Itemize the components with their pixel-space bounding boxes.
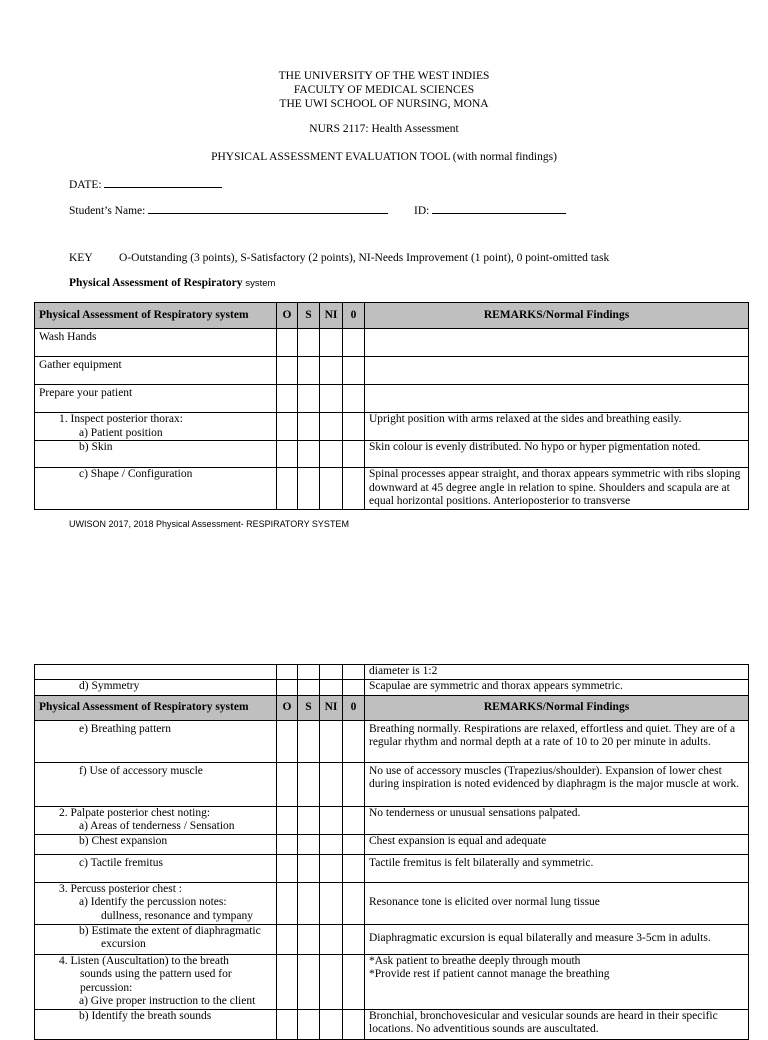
- task-cell: [35, 762, 277, 806]
- table-row: [35, 806, 749, 834]
- header-remarks: REMARKS/Normal Findings: [365, 303, 749, 329]
- task-line: percussion:: [80, 981, 133, 994]
- score-s[interactable]: [298, 924, 320, 954]
- header-o: O: [277, 695, 298, 720]
- score-o[interactable]: [277, 806, 298, 834]
- remark-cell: Tactile fremitus is felt bilaterally and symmetric.: [365, 854, 749, 882]
- remark-cell: [365, 954, 749, 1009]
- score-zero[interactable]: [343, 806, 365, 834]
- task-subline: excursion: [101, 938, 146, 950]
- score-s[interactable]: [298, 806, 320, 834]
- table-row: [35, 329, 749, 357]
- score-ni[interactable]: [320, 720, 343, 762]
- table-row: [35, 385, 749, 413]
- tool-title: PHYSICAL ASSESSMENT EVALUATION TOOL (with normal findings): [211, 151, 557, 163]
- score-o[interactable]: [277, 413, 298, 441]
- remark-cell: Spinal processes appear straight, and thorax appears symmetric with ribs sloping downward at 45 degree angle in relation to spine. Shoulders and scapula are at equal horizontal positions. Anterioposterior to transverse: [365, 468, 749, 510]
- table-row: [35, 357, 749, 385]
- table-row: [35, 954, 749, 1009]
- remark-cell[interactable]: [365, 385, 749, 413]
- score-s[interactable]: [298, 665, 320, 680]
- remark-cell: Skin colour is evenly distributed. No hypo or hyper pigmentation noted.: [365, 441, 749, 468]
- task-cell: [35, 834, 277, 854]
- score-ni[interactable]: [320, 762, 343, 806]
- score-s[interactable]: [298, 954, 320, 1009]
- score-ni[interactable]: [320, 413, 343, 441]
- task-line: b) Identify the breath sounds: [79, 1009, 212, 1022]
- table-row: [35, 834, 749, 854]
- task-cell: [35, 441, 277, 468]
- score-ni[interactable]: [320, 1009, 343, 1039]
- score-zero[interactable]: [343, 720, 365, 762]
- university-name: THE UNIVERSITY OF THE WEST INDIES: [278, 70, 490, 82]
- header-remarks: REMARKS/Normal Findings: [365, 695, 749, 720]
- score-o[interactable]: [277, 954, 298, 1009]
- remark-line: *Ask patient to breathe deeply through mouth: [369, 954, 581, 967]
- score-s[interactable]: [298, 854, 320, 882]
- page-footer: UWISON 2017, 2018 Physical Assessment- RESPIRATORY SYSTEM: [69, 519, 349, 529]
- header-task: Physical Assessment of Respiratory system: [35, 695, 277, 720]
- task-cell: [35, 924, 277, 954]
- remark-cell: Scapulae are symmetric and thorax appears symmetric.: [365, 679, 749, 695]
- key-text: O-Outstanding (3 points), S-Satisfactory (2 points), NI-Needs Improvement (1 point), 0 point-omitted task: [119, 252, 610, 264]
- score-ni[interactable]: [320, 665, 343, 680]
- table-header-row: [35, 695, 749, 720]
- table-row: [35, 720, 749, 762]
- score-zero[interactable]: [343, 854, 365, 882]
- table-row: [35, 854, 749, 882]
- score-o[interactable]: [277, 665, 298, 680]
- header-o: O: [277, 303, 298, 329]
- score-ni[interactable]: [320, 806, 343, 834]
- score-zero[interactable]: [343, 357, 365, 385]
- table-row: [35, 413, 749, 441]
- course-title: NURS 2117: Health Assessment: [309, 123, 459, 135]
- score-s[interactable]: [298, 1009, 320, 1039]
- remark-cell: Bronchial, bronchovesicular and vesicular sounds are heard in their specific locations. No adventitious sounds are auscultated.: [365, 1009, 749, 1039]
- task-cell: [35, 954, 277, 1009]
- task-line: sounds using the pattern used for: [80, 968, 232, 980]
- score-zero[interactable]: [343, 679, 365, 695]
- table-row: [35, 1009, 749, 1039]
- date-field[interactable]: [69, 177, 222, 191]
- task-line: e) Breathing pattern: [79, 722, 171, 735]
- score-zero[interactable]: [343, 924, 365, 954]
- score-o[interactable]: [277, 468, 298, 510]
- score-zero[interactable]: [343, 1009, 365, 1039]
- school-name: THE UWI SCHOOL OF NURSING, MONA: [279, 98, 489, 110]
- task-subline: a) Areas of tenderness / Sensation: [79, 820, 235, 832]
- score-o[interactable]: [277, 882, 298, 924]
- header-ni: NI: [320, 695, 343, 720]
- score-o[interactable]: [277, 441, 298, 468]
- header-zero: 0: [343, 695, 365, 720]
- table-row: [35, 882, 749, 924]
- task-cell: [35, 720, 277, 762]
- score-s[interactable]: [298, 882, 320, 924]
- student-name-field[interactable]: [69, 203, 388, 217]
- task-line: d) Symmetry: [79, 679, 140, 692]
- id-blank[interactable]: [432, 203, 566, 214]
- score-s[interactable]: [298, 468, 320, 510]
- task-subline: a) Identify the percussion notes:: [79, 896, 227, 908]
- task-line: 4. Listen (Auscultation) to the breath: [59, 954, 229, 967]
- remark-cell: Diaphragmatic excursion is equal bilaterally and measure 3-5cm in adults.: [365, 924, 749, 954]
- task-line: 3. Percuss posterior chest :: [59, 882, 182, 895]
- table-header-row: [35, 303, 749, 329]
- table-row: [35, 468, 749, 510]
- score-s[interactable]: [298, 413, 320, 441]
- id-label: ID:: [414, 205, 430, 217]
- task-cell: [35, 882, 277, 924]
- score-o[interactable]: [277, 385, 298, 413]
- task-cell: [35, 665, 277, 680]
- task-cell: Wash Hands: [35, 329, 277, 357]
- task-cell: [35, 679, 277, 695]
- score-o[interactable]: [277, 329, 298, 357]
- header-s: S: [298, 695, 320, 720]
- score-ni[interactable]: [320, 854, 343, 882]
- score-zero[interactable]: [343, 385, 365, 413]
- table-row: [35, 679, 749, 695]
- date-label: DATE:: [69, 179, 102, 191]
- score-ni[interactable]: [320, 954, 343, 1009]
- header-ni: NI: [320, 303, 343, 329]
- task-line: b) Estimate the extent of diaphragmatic: [79, 924, 261, 937]
- remark-cell[interactable]: [365, 329, 749, 357]
- task-cell: Prepare your patient: [35, 385, 277, 413]
- task-cell: [35, 854, 277, 882]
- task-subline: dullness, resonance and tympany: [101, 909, 254, 922]
- score-s[interactable]: [298, 679, 320, 695]
- student-name-blank[interactable]: [148, 203, 388, 214]
- remark-cell: Upright position with arms relaxed at the sides and breathing easily.: [365, 413, 749, 441]
- table-row: [35, 924, 749, 954]
- faculty-name: FACULTY OF MEDICAL SCIENCES: [293, 84, 475, 96]
- task-cell: [35, 1009, 277, 1039]
- score-o[interactable]: [277, 679, 298, 695]
- table-row: [35, 762, 749, 806]
- key-label: KEY: [69, 252, 93, 264]
- score-o[interactable]: [277, 924, 298, 954]
- section-title-bold: Physical Assessment of Respiratory: [69, 277, 243, 289]
- table-row: [35, 441, 749, 468]
- assessment-table-page2: [34, 664, 749, 1040]
- score-ni[interactable]: [320, 329, 343, 357]
- task-line: f) Use of accessory muscle: [79, 764, 203, 777]
- score-ni[interactable]: [320, 468, 343, 510]
- score-s[interactable]: [298, 441, 320, 468]
- institution-header: [0, 69, 768, 111]
- task-cell: Gather equipment: [35, 357, 277, 385]
- remark-cell[interactable]: [365, 357, 749, 385]
- score-zero[interactable]: [343, 762, 365, 806]
- remark-cell: Breathing normally. Respirations are relaxed, effortless and quiet. They are of a regular rhythm and normal depth at a rate of 10 to 20 per minute in adults.: [365, 720, 749, 762]
- task-subline: a) Patient position: [79, 426, 163, 439]
- date-blank[interactable]: [104, 177, 222, 188]
- score-s[interactable]: [298, 329, 320, 357]
- score-s[interactable]: [298, 385, 320, 413]
- header-zero: 0: [343, 303, 365, 329]
- remark-cell: No tenderness or unusual sensations palpated.: [365, 806, 749, 834]
- id-field[interactable]: [414, 203, 566, 217]
- task-subline: a) Give proper instruction to the client: [79, 995, 256, 1007]
- score-zero[interactable]: [343, 882, 365, 924]
- score-s[interactable]: [298, 720, 320, 762]
- remark-cell: No use of accessory muscles (Trapezius/shoulder). Expansion of lower chest during inspiration is noted evidenced by diaphragm is the major muscle at work.: [365, 762, 749, 806]
- task-line: 2. Palpate posterior chest noting:: [59, 806, 211, 819]
- score-zero[interactable]: [343, 329, 365, 357]
- score-zero[interactable]: [343, 665, 365, 680]
- score-o[interactable]: [277, 834, 298, 854]
- score-o[interactable]: [277, 720, 298, 762]
- task-line: b) Chest expansion: [79, 834, 168, 847]
- task-cell: [35, 806, 277, 834]
- score-s[interactable]: [298, 834, 320, 854]
- score-ni[interactable]: [320, 385, 343, 413]
- score-s[interactable]: [298, 762, 320, 806]
- header-task: Physical Assessment of Respiratory system: [35, 303, 277, 329]
- score-o[interactable]: [277, 762, 298, 806]
- task-line: b) Skin: [79, 441, 113, 453]
- section-title: [69, 277, 275, 289]
- section-title-small: system: [245, 278, 276, 289]
- remark-cell: diameter is 1:2: [365, 665, 749, 680]
- score-ni[interactable]: [320, 834, 343, 854]
- task-cell: [35, 413, 277, 441]
- task-cell: [35, 468, 277, 510]
- score-zero[interactable]: [343, 413, 365, 441]
- table-row: [35, 665, 749, 680]
- score-ni[interactable]: [320, 441, 343, 468]
- score-o[interactable]: [277, 854, 298, 882]
- score-o[interactable]: [277, 1009, 298, 1039]
- remark-cell: Chest expansion is equal and adequate: [365, 834, 749, 854]
- score-s[interactable]: [298, 357, 320, 385]
- assessment-table-page1: [34, 302, 749, 510]
- score-o[interactable]: [277, 357, 298, 385]
- score-zero[interactable]: [343, 468, 365, 510]
- task-line: 1. Inspect posterior thorax:: [59, 413, 183, 425]
- task-line: c) Shape / Configuration: [79, 468, 193, 480]
- remark-line: *Provide rest if patient cannot manage the breathing: [369, 968, 610, 980]
- score-zero[interactable]: [343, 954, 365, 1009]
- score-ni[interactable]: [320, 924, 343, 954]
- task-line: c) Tactile fremitus: [79, 856, 163, 869]
- score-zero[interactable]: [343, 441, 365, 468]
- score-ni[interactable]: [320, 357, 343, 385]
- score-zero[interactable]: [343, 834, 365, 854]
- remark-cell: Resonance tone is elicited over normal lung tissue: [365, 882, 749, 924]
- student-name-label: Student’s Name:: [69, 205, 146, 217]
- score-ni[interactable]: [320, 679, 343, 695]
- header-s: S: [298, 303, 320, 329]
- score-ni[interactable]: [320, 882, 343, 924]
